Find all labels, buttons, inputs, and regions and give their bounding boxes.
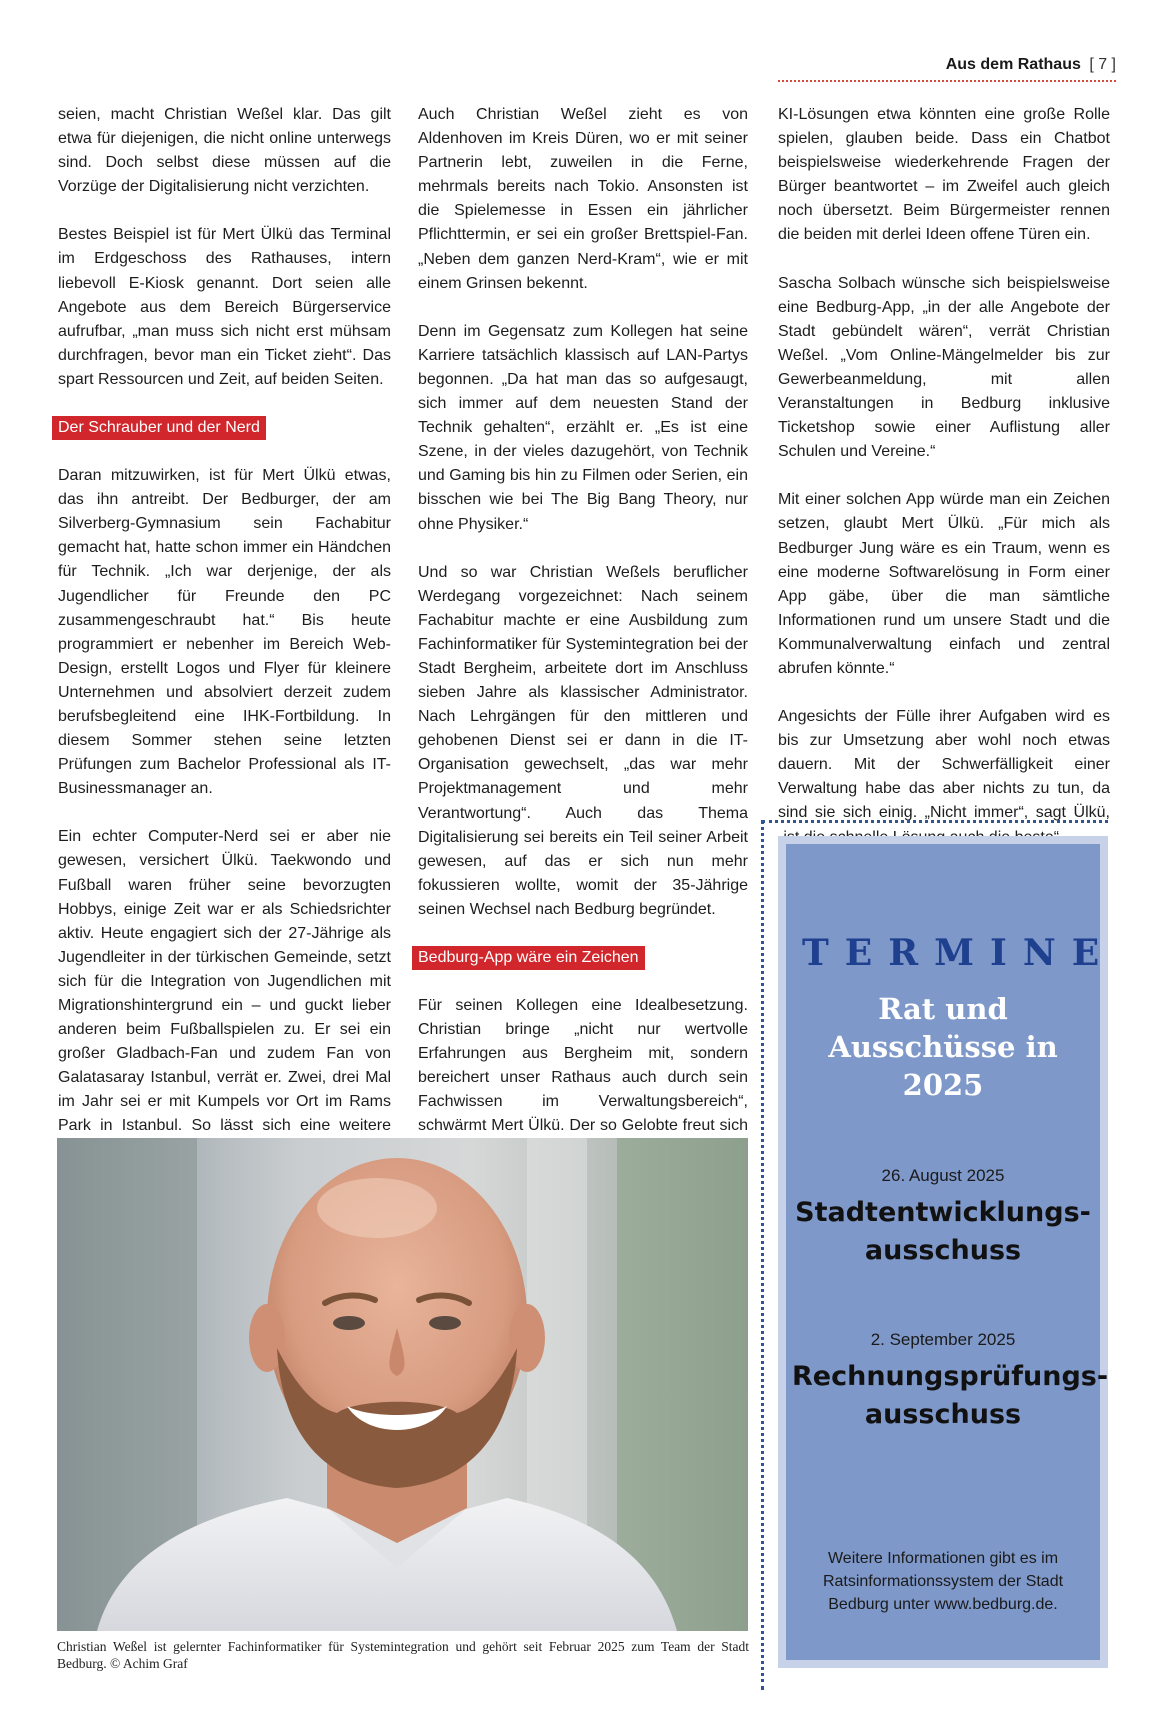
article-column-3 [778, 103, 1110, 850]
termine-title: Rat und Ausschüsse in 2025 [828, 992, 1058, 1102]
event-name: Stadtentwicklungs-ausschuss [795, 1197, 1091, 1266]
paragraph: KI-Lösungen etwa könnten eine große Rolle spielen, glauben beide. Dass ein Chatbot beispielsweise wiederkehrende Fragen der Bürger beantwortet – im Zweifel auch gleich noch übersetzt. Beim Bürgermeister rennen die beiden mit derlei Ideen offene Türen ein. [778, 106, 1110, 244]
horizontal-dotted-separator [762, 820, 1108, 823]
vertical-dotted-separator [761, 820, 764, 1690]
termine-box [786, 844, 1116, 1660]
paragraph: Angesichts der Fülle ihrer Aufgaben wird es bis zur Umsetzung aber wohl noch etwas dauern. Mit der Schwerfälligkeit einer Verwaltung habe das aber nichts zu tun, da sind sie sich einig. „Nicht immer“, sagt Ülkü, [778, 708, 1110, 822]
paragraph: Auch Christian Weßel zieht es von Aldenhoven im Kreis Düren, wo er mit seiner Partnerin lebt, zuweilen in die Ferne, mehrmals bereits nach Tokio. Ansonsten ist die Spielemesse in Essen ein jährlicher Pflichttermin, er sei ein großer Brettspiel-Fan. „Neben dem ganzen Nerd-Kram“, wie er mit einem Grinsen bekennt. [418, 106, 748, 292]
paragraph: Für seinen Kollegen eine Idealbesetzung. Christian bringe „nicht nur wertvolle Erfahrungen aus Bergheim mit, sondern bereichert unser Rathaus auch durch sein Fachwissen im Verwaltungsbereich“, schwärmt Mert Ülkü. Der so Gelobte freut sich [418, 997, 748, 1135]
page-header [946, 56, 1116, 74]
article-column-1 [58, 103, 391, 1187]
article-column-2 [418, 103, 748, 1187]
portrait-illustration [57, 1138, 748, 1631]
photo-caption: Christian Weßel ist gelernter Fachinformatiker für Systemintegration und gehört seit Februar 2025 zum Team der Stadt Bedburg. © Achim Graf [57, 1639, 749, 1671]
subheading: Der Schrauber und der Nerd [52, 416, 266, 440]
subheading: Bedburg-App wäre ein Zeichen [412, 946, 645, 970]
paragraph: Und so war Christian Weßels beruflicher Werdegang vorgezeichnet: Nach seinem Fachabitur machte er eine Ausbildung zum Fachinformatiker für Systemintegration bei der Stadt Bergheim, arbeitete dort im Anschluss sieben Jahre als klassischer Administrator. Nach Lehrgängen für den mittleren und gehobenen Dienst sei er dann in die IT-Organisation gewechselt, „das war mehr Projektmanagement und mehr Verantwortung“. Auch das Thema Digitalisierung sei bereits ein Teil seiner Arbeit gewesen, auf das er sich nun mehr fokussieren wollte, womit der 35-Jährige seinen Wechsel nach Bedburg begründet. [418, 563, 748, 918]
section-name: Aus dem Rathaus [945, 56, 1081, 73]
paragraph: Denn im Gegensatz zum Kollegen hat seine Karriere tatsächlich klassisch auf LAN-Partys begonnen. „Da hat man das so aufgesaugt, sich immer auf dem neuesten Stand der Technik gehalten“, erzählt er. „Es ist eine Szene, in der vieles dazugehört, von Technik und Gaming bis hin zu Filmen oder Serien, ein bisschen wie bei The Big Bang Theory, nur ohne Physiker.“ [418, 322, 748, 533]
portrait-photo [57, 1138, 748, 1631]
termine-kicker: TERMINE [802, 932, 1116, 974]
page-number: [ 7 ] [1089, 56, 1116, 73]
paragraph: Ein echter Computer-Nerd sei er aber nie gewesen, versichert Ülkü. Taekwondo und Fußball waren früher seine bevorzugten Hobbys, einige Zeit war er als Schiedsrichter aktiv. Heute engagiert sich der 27-Jährige als Jugendleiter in der türkischen Gemeinde, setzt sich für die Integration von Jugendlichen mit Migrationshintergrund ein – und guckt lieber anderen beim Fußballspielen zu. Er sei ein großer Gladbach-Fan und zudem Fan von Galatasaray Istanbul, verrät er. Zwei, drei Mal im Jahr sei er mit Kumpels vor Ort im Rams Park in Istanbul. So lässt sich eine weitere [58, 828, 391, 1135]
event-date: 26. August 2025 [881, 1166, 1005, 1185]
event-name: Rechnungsprüfungs-ausschuss [792, 1361, 1109, 1430]
paragraph: Bestes Beispiel ist für Mert Ülkü das Terminal im Erdgeschoss des Rathauses, intern liebevoll E-Kiosk genannt. Dort seien alle Angebote aus dem Bereich Bürgerservice aufrufbar, „man muss sich nicht erst mühsam durchfragen, bevor man ein Ticket zieht“. Das spart Ressourcen und Zeit, auf beiden Seiten. [58, 226, 391, 388]
event-date: 2. September 2025 [870, 1330, 1016, 1349]
header-dotted-rule [778, 80, 1116, 82]
paragraph: seien, macht Christian Weßel klar. Das gilt etwa für diejenigen, die nicht online unterwegs sind. Doch selbst diese müssen auf die Vorzüge der Digitalisierung nicht verzichten. [58, 106, 391, 196]
termine-info: Weitere Informationen gibt es im Ratsinformationssystem der Stadt Bedburg unter www.bedburg.de. [822, 1550, 1064, 1613]
paragraph: Mit einer solchen App würde man ein Zeichen setzen, glaubt Mert Ülkü. „Für mich als Bedburger Jung wäre es ein Traum, wenn es eine moderne Softwarelösung in Form einer App gäbe, über die man sämtliche Informationen rund um unsere Stadt und die Kommunalverwaltung einfach und zentral abrufen könnte.“ [778, 491, 1110, 677]
paragraph: Sascha Solbach wünsche sich beispielsweise eine Bedburg-App, „in der alle Angebote der Stadt gebündelt wären“, verrät Christian Weßel. „Vom Online-Mängelmelder bis zur Gewerbeanmeldung, mit allen Veranstaltungen in Bedburg inklusive Ticketshop sowie einer Auflistung aller Schulen und Vereine.“ [778, 274, 1110, 461]
paragraph: Daran mitzuwirken, ist für Mert Ülkü etwas, das ihn antreibt. Der Bedburger, der am Silverberg-Gymnasium sein Fachabitur gemacht hat, hatte schon immer ein Händchen für Technik. „Ich war derjenige, der als Jugendlicher für Freunde den PC zusammengeschraubt hat.“ Bis heute programmiert er nebenher im Bereich Web-Design, erstellt Logos und Flyer für kleinere Unternehmen und absolviert derzeit zudem berufsbegleitend eine IHK-Fortbildung. In diesem Sommer stehen seine letzten Prüfungen zum Bachelor Professional als IT-Businessmanager an. [58, 467, 391, 798]
